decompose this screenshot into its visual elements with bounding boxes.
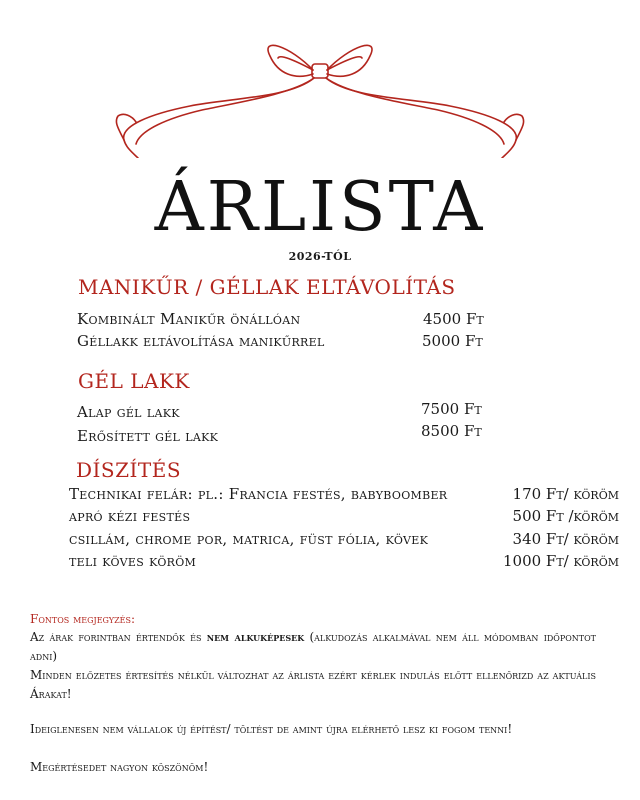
section-heading-diszites: DÍSZÍTÉS [76, 458, 182, 482]
notes-title: Fontos megjegyzés: [30, 612, 135, 626]
price-item-name: Géllakk eltávolítása manikűrrel [77, 332, 325, 350]
price-item-name: teli köves köröm [69, 552, 197, 570]
price-row [69, 505, 619, 527]
price-item-value: 5000 Ft [422, 332, 483, 350]
price-item-name: Kombinált Manikűr önállóan [77, 310, 301, 328]
note-paragraph-thanks: Megértésedet nagyon köszönöm! [30, 760, 209, 774]
price-item-name: Erősített gél lakk [77, 427, 219, 445]
note-emphasis: nem alkuképesek [206, 630, 305, 644]
price-item-name: Technikai felár: pl.: Francia festés, babyboomber [69, 485, 448, 503]
price-item-value: 7500 Ft [421, 400, 482, 418]
price-item-value: 4500 Ft [423, 310, 484, 328]
note-text: (alkudozás alkalmával nem áll módomban időpontot adni) [30, 630, 596, 663]
price-row [69, 528, 619, 550]
price-item-value: 170 Ft/ köröm [512, 485, 619, 503]
note-paragraph-changes: Minden előzetes értesítés nélkül változhat az árlista ezért kérlek indulás előtt ellenőrizd az aktuális Árakat! [30, 668, 596, 701]
bow-ribbon-icon [110, 36, 530, 158]
price-item-value: 1000 Ft/ köröm [502, 552, 619, 570]
note-text: Az árak forintban értendők és [30, 630, 207, 644]
section-heading-gel-lakk: GÉL LAKK [78, 369, 190, 393]
price-item-name: csillám, chrome por, matrica, füst fólia, kövek [69, 530, 429, 548]
note-paragraph-temporary: Ideiglenesen nem vállalok új építést/ töltést de amint újra elérhető lesz ki fogom tenni! [30, 722, 513, 736]
price-row [69, 550, 619, 572]
price-item-value: 500 Ft /köröm [512, 507, 619, 525]
page-subtitle: 2026-TÓL [288, 250, 352, 263]
price-item-value: 340 Ft/ köröm [512, 530, 619, 548]
price-item-value: 8500 Ft [421, 422, 482, 440]
price-item-name: Alap gél lakk [77, 403, 180, 421]
note-paragraph-prices [30, 628, 596, 666]
price-item-name: apró kézi festés [69, 507, 191, 525]
price-row [69, 483, 619, 505]
page-title: ÁRLISTA [154, 168, 486, 247]
section-heading-manikur: MANIKŰR / GÉLLAK ELTÁVOLÍTÁS [78, 275, 456, 299]
